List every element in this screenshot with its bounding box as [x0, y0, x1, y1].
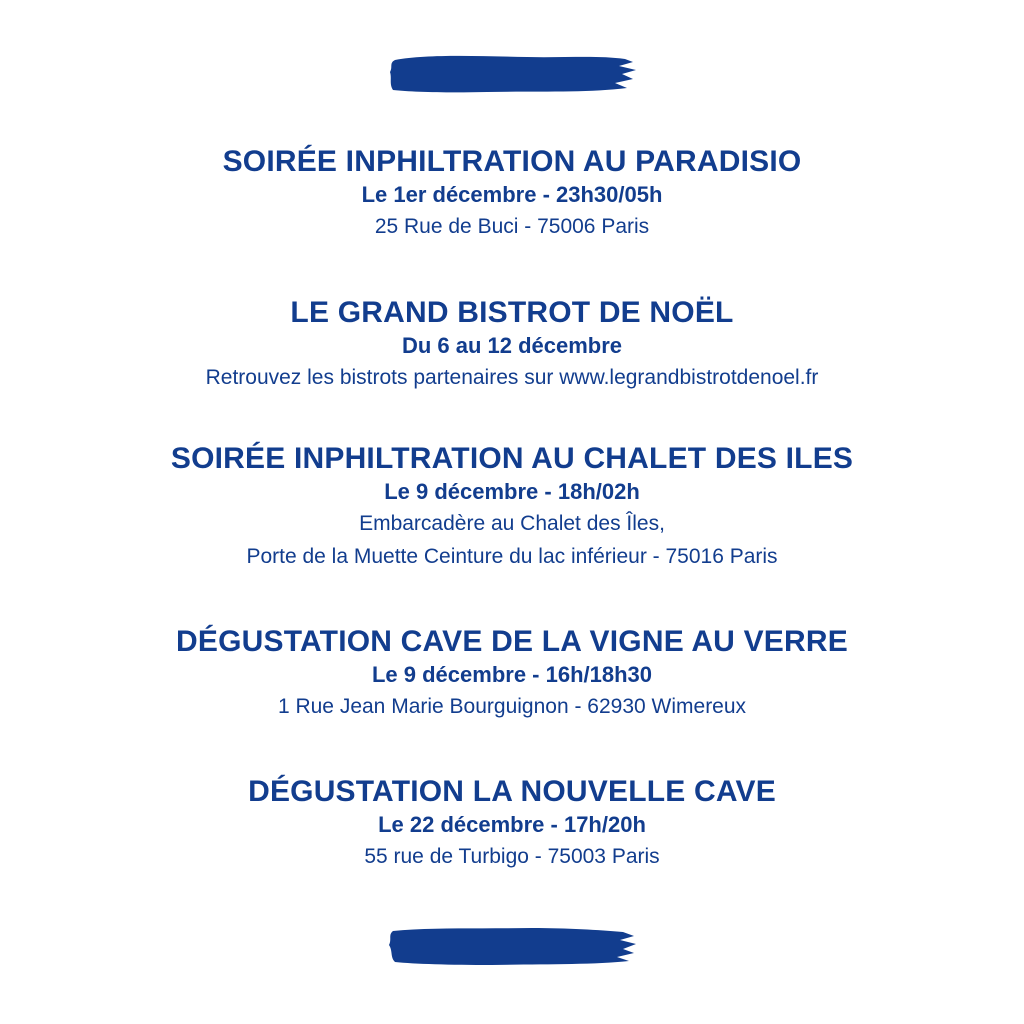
event-address-line-1: Embarcadère au Chalet des Îles, — [359, 512, 665, 535]
brush-stroke-bottom-decoration — [387, 922, 637, 970]
event-date: Le 22 décembre - 17h/20h — [378, 812, 646, 837]
event-title: SOIRÉE INPHILTRATION AU PARADISIO — [222, 145, 802, 178]
event-grand-bistrot — [0, 295, 1024, 394]
brush-stroke-top-decoration — [387, 50, 637, 98]
event-address: 25 Rue de Buci - 75006 Paris — [374, 215, 650, 238]
event-date: Le 9 décembre - 18h/02h — [384, 479, 640, 504]
event-date: Le 9 décembre - 16h/18h30 — [371, 662, 653, 687]
event-title: SOIRÉE INPHILTRATION AU CHALET DES ILES — [170, 442, 854, 475]
event-address: 1 Rue Jean Marie Bourguignon - 62930 Wimereux — [277, 695, 747, 718]
event-date: Le 1er décembre - 23h30/05h — [361, 182, 663, 207]
event-title: DÉGUSTATION LA NOUVELLE CAVE — [248, 775, 776, 808]
event-chalet-des-iles — [0, 441, 1024, 573]
event-nouvelle-cave — [0, 774, 1024, 873]
event-address: Retrouvez les bistrots partenaires sur www.legrandbistrotdenoel.fr — [205, 366, 819, 389]
event-paradisio — [0, 144, 1024, 243]
event-title: LE GRAND BISTROT DE NOËL — [290, 296, 734, 329]
event-title: DÉGUSTATION CAVE DE LA VIGNE AU VERRE — [176, 625, 848, 658]
event-date: Du 6 au 12 décembre — [401, 333, 623, 358]
event-vigne-au-verre — [0, 624, 1024, 723]
event-address-line-2: Porte de la Muette Ceinture du lac inférieur - 75016 Paris — [246, 545, 778, 568]
event-address: 55 rue de Turbigo - 75003 Paris — [364, 845, 660, 868]
